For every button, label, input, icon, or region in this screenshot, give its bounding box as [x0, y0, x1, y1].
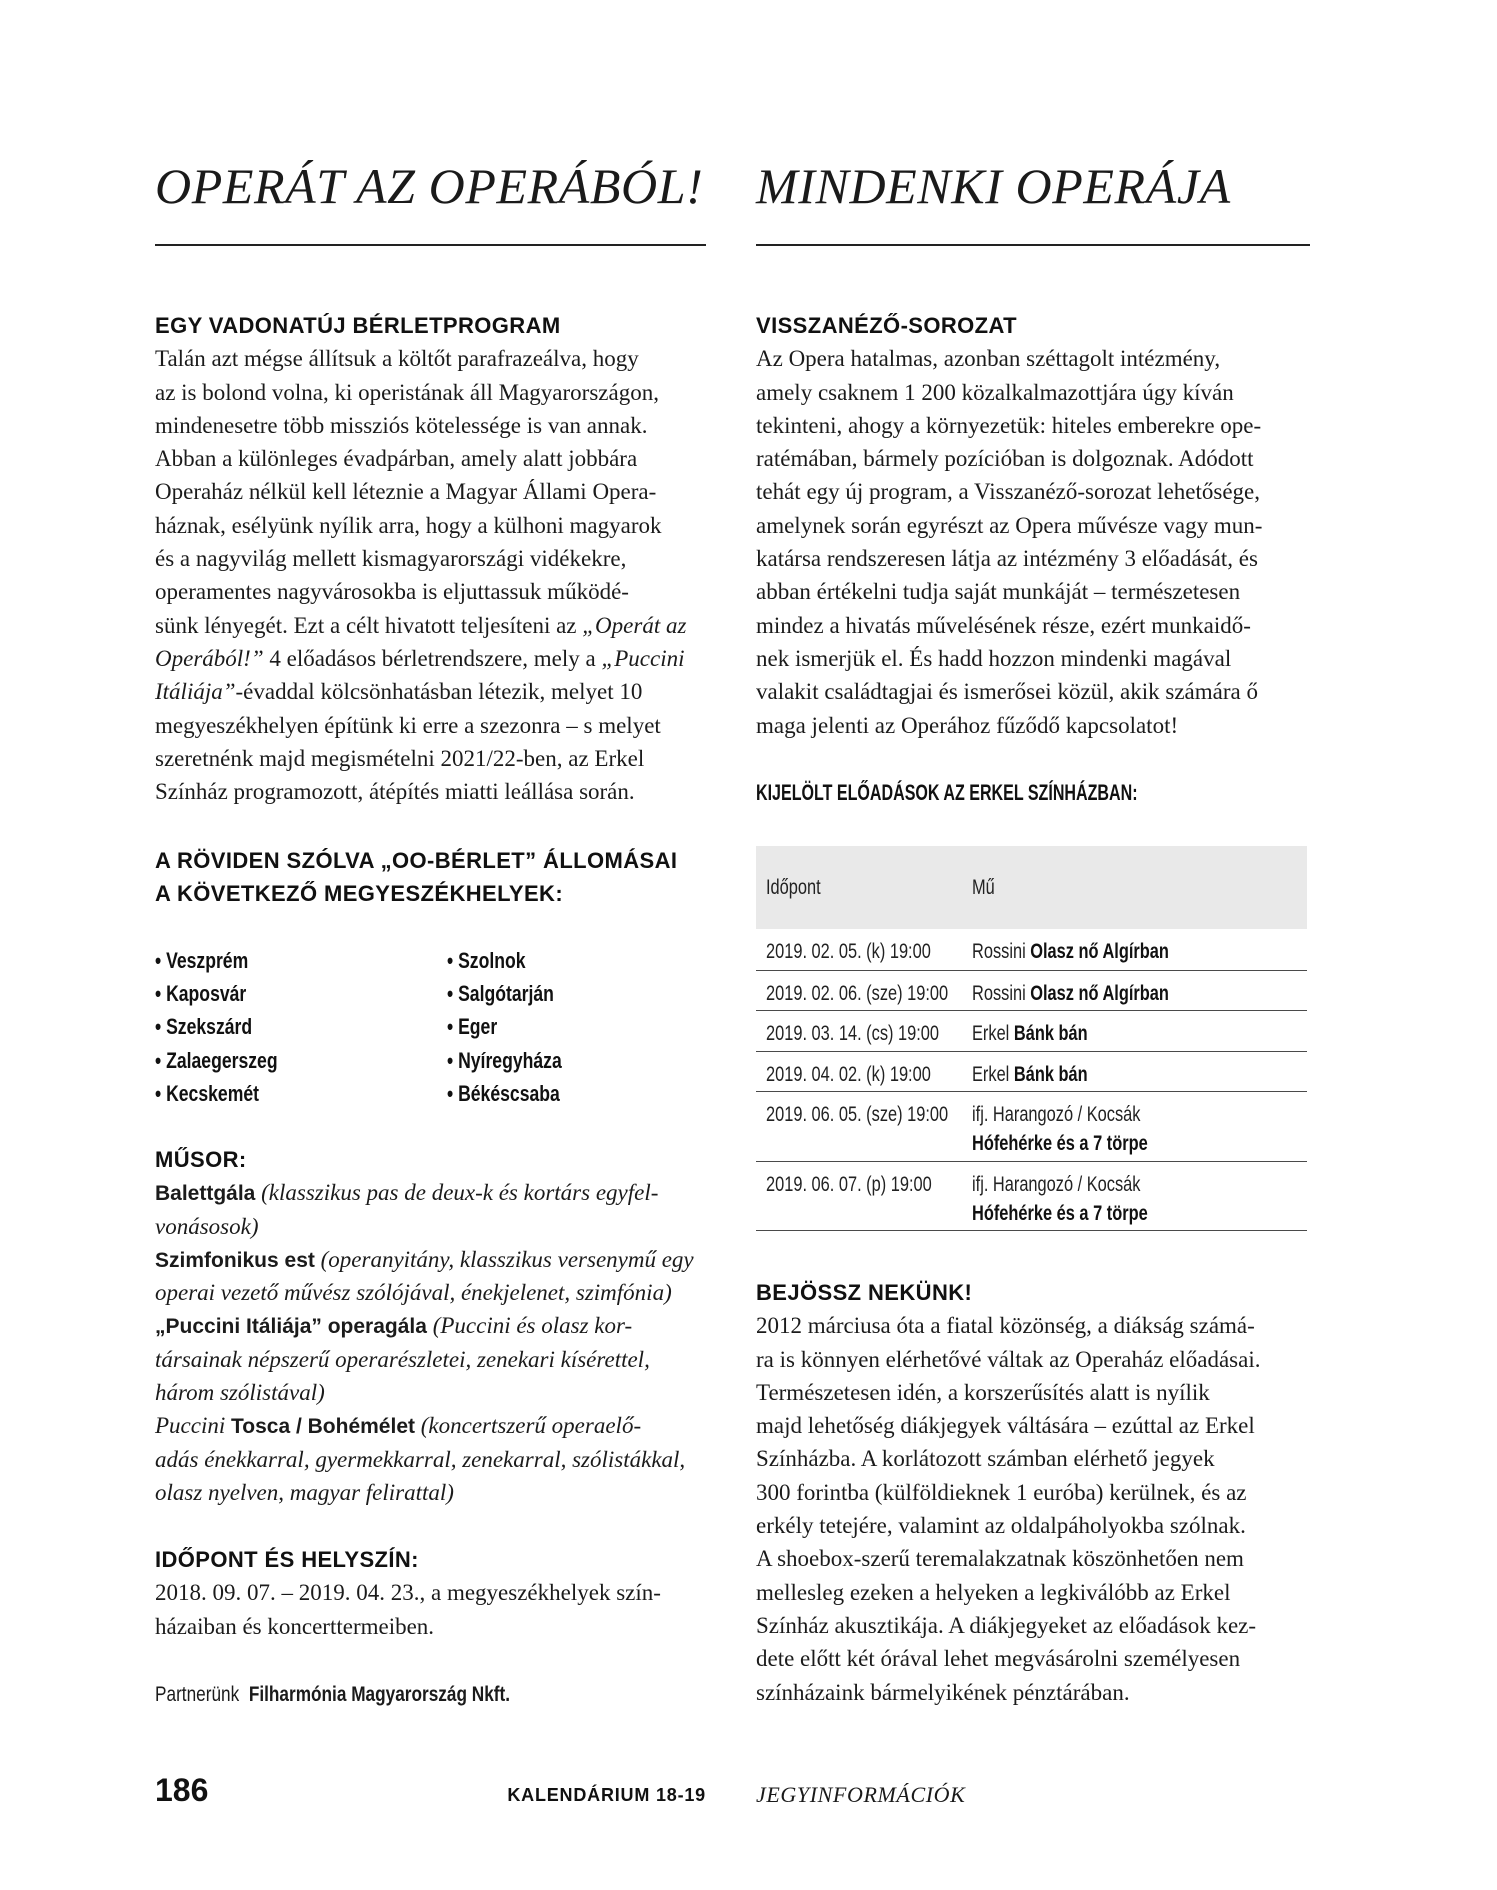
text-line	[155, 642, 715, 675]
text-line	[155, 1409, 715, 1442]
composer: ifj. Harangozó / Kocsák	[972, 1173, 1141, 1196]
performance-work	[972, 1170, 1197, 1230]
right-column-title: MINDENKI OPERÁJA	[756, 158, 1231, 214]
table-row	[756, 1092, 1307, 1162]
section-heading: VISSZANÉZŐ-SOROZAT	[756, 313, 1018, 338]
city-name: • Szekszárd	[155, 1010, 252, 1043]
city-list-column-1	[155, 944, 308, 1110]
work-title: Olasz nő Algírban	[1030, 982, 1169, 1005]
text-run: sünk lényegét. Ezt a célt hivatott teljesíteni az	[155, 612, 583, 638]
text-line: mindez a hivatás művelésének része, ezért munkaidő-	[756, 612, 1251, 638]
italic-run: operai vezető művész szólójával, énekjelenet, szimfónia)	[155, 1280, 672, 1306]
left-column-title: OPERÁT AZ OPERÁBÓL!	[155, 158, 704, 214]
text-line	[155, 1476, 715, 1509]
text-line	[155, 1376, 715, 1409]
section-name: JEGYINFORMÁCIÓK	[756, 1782, 966, 1807]
list-item	[155, 1044, 308, 1077]
text-line: és a nagyvilág mellett kismagyarországi vidékekre,	[155, 546, 627, 572]
text-line: 300 forintba (külföldieknek 1 euróba) kerülnek, és az	[756, 1479, 1247, 1505]
text-line: katársa rendszeresen látja az intézmény 3 előadását, és	[756, 546, 1258, 572]
city-name: • Békéscsaba	[447, 1077, 560, 1110]
intro-paragraph	[155, 342, 715, 808]
column-header-date: Időpont	[766, 876, 821, 899]
composer: Erkel	[972, 1022, 1010, 1045]
city-name: • Zalaegerszeg	[155, 1044, 278, 1077]
work-title: Hófehérke és a 7 törpe	[972, 1132, 1148, 1155]
stations-heading	[155, 844, 715, 911]
text-line: nek ismerjük el. És hadd hozzon mindenki magával	[756, 645, 1232, 671]
section-heading: KIJELÖLT ELŐADÁSOK AZ ERKEL SZÍNHÁZBAN:	[756, 780, 1138, 805]
table-body	[756, 929, 1307, 1231]
city-name: • Eger	[447, 1010, 497, 1043]
city-name: • Salgótarján	[447, 977, 554, 1010]
text-line: maga jelenti az Operához fűződő kapcsolatot!	[756, 712, 1179, 738]
text-line	[155, 1343, 715, 1376]
text-line: amelynek során egyrészt az Opera művésze vagy mun-	[756, 512, 1263, 538]
table-row	[756, 1052, 1307, 1092]
composer: Erkel	[972, 1063, 1010, 1086]
italic-run: (Puccini és olasz kor-	[426, 1313, 633, 1339]
composer: Rossini	[972, 940, 1026, 963]
italic-run: Puccini	[155, 1413, 231, 1439]
text-line: Természetesen idén, a korszerűsítés alatt is nyílik	[756, 1379, 1210, 1405]
text-line: megyeszékhelyen építünk ki erre a szezonra – s melyet	[155, 712, 661, 738]
performances-heading	[756, 776, 1279, 812]
text-line: ratémában, bármely pozícióban is dolgoznak. Adódott	[756, 446, 1254, 472]
text-line: Talán azt mégse állítsuk a költőt parafrazeálva, hogy	[155, 346, 639, 372]
italic-run: (koncertszerű operaelő-	[415, 1413, 642, 1439]
list-item	[155, 977, 308, 1010]
column-header-work: Mű	[972, 876, 995, 899]
text-line: operamentes nagyvárosokba is eljuttassuk működé-	[155, 579, 629, 605]
performance-work	[972, 979, 1224, 1010]
city-name: • Veszprém	[155, 944, 248, 977]
list-item	[155, 944, 308, 977]
text-line: mellesleg ezeken a helyeken a legkiválóbb az Erkel	[756, 1579, 1231, 1605]
text-line: Színházba. A korlátozott számban elérhető jegyek	[756, 1446, 1215, 1472]
partner-name: Filharmónia Magyarország Nkft.	[248, 1683, 511, 1706]
city-name: • Kaposvár	[155, 977, 246, 1010]
text-line: Színház akusztikája. A diákjegyeket az előadások kez-	[756, 1612, 1257, 1638]
city-name: • Szolnok	[447, 944, 526, 977]
table-row	[756, 971, 1307, 1011]
bold-run: Balettgála	[155, 1182, 256, 1206]
series-section	[756, 309, 1316, 742]
composer: Rossini	[972, 982, 1026, 1005]
section-heading: A KÖVETKEZŐ MEGYESZÉKHELYEK:	[155, 881, 564, 907]
text-line: szeretnénk majd megismételni 2021/22-ben, az Erkel	[155, 745, 645, 771]
program-paragraph	[155, 1176, 715, 1509]
performance-work	[972, 1100, 1197, 1160]
schedule-paragraph	[155, 1576, 715, 1643]
performance-date: 2019. 02. 05. (k) 19:00	[766, 940, 931, 963]
city-name: • Nyíregyháza	[447, 1044, 562, 1077]
city-list-column-2	[447, 944, 590, 1110]
text-line: 2018. 09. 07. – 2019. 04. 23., a megyeszékhelyek szín-	[155, 1580, 661, 1606]
list-item	[447, 944, 590, 977]
italic-run: Itáliája”	[155, 679, 236, 705]
text-line: majd lehetőség diákjegyek váltására – ezúttal az Erkel	[756, 1413, 1255, 1439]
text-run: -évaddal kölcsönhatásban létezik, melyet 10	[235, 679, 643, 705]
table-row	[756, 1011, 1307, 1052]
section-heading: A RÖVIDEN SZÓLVA „OO-BÉRLET” ÁLLOMÁSAI	[155, 848, 678, 873]
intro-section	[155, 309, 715, 808]
text-line: Abban a különleges évadpárban, amely alatt jobbára	[155, 446, 638, 472]
performance-date: 2019. 04. 02. (k) 19:00	[766, 1063, 931, 1086]
performance-date: 2019. 06. 05. (sze) 19:00	[766, 1103, 949, 1126]
composer: ifj. Harangozó / Kocsák	[972, 1103, 1141, 1126]
list-item	[447, 1077, 590, 1110]
text-line: tekinteni, ahogy a környezetük: hiteles emberekre ope-	[756, 412, 1262, 438]
students-section	[756, 1276, 1316, 1709]
text-line: háznak, esélyünk nyílik arra, hogy a külhoni magyarok	[155, 512, 662, 538]
text-line	[155, 1276, 715, 1309]
page-number: 186	[155, 1772, 209, 1808]
text-line: A shoebox-szerű teremalakzatnak köszönhetően nem	[756, 1546, 1244, 1572]
right-title-rule	[756, 244, 1310, 246]
text-line	[155, 1309, 715, 1342]
text-line: erkély tetejére, valamint az oldalpáholyokba szólnak.	[756, 1513, 1246, 1539]
italic-run: „Puccini	[601, 645, 685, 671]
list-item	[447, 977, 590, 1010]
table-header	[756, 846, 1307, 929]
series-paragraph	[756, 342, 1316, 742]
partner-label: Partnerünk	[155, 1683, 240, 1706]
performance-date: 2019. 06. 07. (p) 19:00	[766, 1173, 932, 1196]
performance-work	[972, 937, 1224, 968]
section-heading: EGY VADONATÚJ BÉRLETPROGRAM	[155, 313, 561, 338]
city-name: • Kecskemét	[155, 1077, 259, 1110]
publication-name: KALENDÁRIUM 18-19	[507, 1785, 706, 1805]
work-title: Bánk bán	[1013, 1063, 1088, 1086]
text-line: ra is könnyen elérhetővé váltak az Operaház előadásai.	[756, 1346, 1261, 1372]
text-line	[155, 1443, 715, 1476]
performances-table	[756, 846, 1307, 1231]
text-line: amely csaknem 1 200 közalkalmazottjára úgy kíván	[756, 379, 1234, 405]
text-line	[155, 1210, 715, 1243]
italic-run: (klasszikus pas de deux-k és kortárs egyfel-	[255, 1180, 659, 1206]
text-line: színházaink bármelyikének pénztárában.	[756, 1679, 1130, 1705]
italic-run: Operából!”	[155, 645, 264, 671]
text-line: Operaház nélkül kell léteznie a Magyar Állami Opera-	[155, 479, 657, 505]
performance-work	[972, 1060, 1120, 1091]
text-line: az is bolond volna, ki operistának áll Magyarországon,	[155, 379, 659, 405]
text-line: abban értékelni tudja saját munkáját – természetesen	[756, 579, 1241, 605]
text-line: tehát egy új program, a Visszanéző-sorozat lehetősége,	[756, 479, 1261, 505]
section-heading: IDŐPONT ÉS HELYSZÍN:	[155, 1547, 419, 1572]
text-line: dete előtt két órával lehet megvásárolni személyesen	[756, 1646, 1241, 1672]
list-item	[155, 1077, 308, 1110]
text-run: 4 előadásos bérletrendszere, mely a	[263, 645, 602, 671]
work-title: Olasz nő Algírban	[1030, 940, 1169, 963]
italic-run: társainak népszerű operarészletei, zenekari kísérettel,	[155, 1346, 650, 1372]
schedule-section	[155, 1543, 715, 1643]
italic-run: három szólistával)	[155, 1380, 325, 1406]
text-line	[155, 1176, 715, 1209]
students-paragraph	[756, 1309, 1316, 1709]
text-line: Színház programozott, átépítés miatti leállása során.	[155, 779, 635, 805]
italic-run: olasz nyelven, magyar felirattal)	[155, 1479, 454, 1505]
partner-credit	[155, 1678, 588, 1713]
section-heading: BEJÖSSZ NEKÜNK!	[756, 1280, 973, 1305]
text-line	[155, 609, 715, 642]
performance-work	[972, 1019, 1120, 1050]
text-line: valakit családtagjai és ismerősei közül, akik számára ő	[756, 679, 1258, 705]
list-item	[155, 1010, 308, 1043]
italic-run: (operanyitány, klasszikus versenymű egy	[314, 1246, 694, 1272]
text-line: Az Opera hatalmas, azonban széttagolt intézmény,	[756, 346, 1221, 372]
table-row	[756, 929, 1307, 971]
italic-run: vonásosok)	[155, 1213, 259, 1239]
section-heading: MŰSOR:	[155, 1147, 247, 1172]
table-row	[756, 1162, 1307, 1231]
program-section	[155, 1143, 715, 1509]
text-line	[155, 1243, 715, 1276]
performance-date: 2019. 03. 14. (cs) 19:00	[766, 1022, 940, 1045]
left-title-rule	[155, 244, 706, 246]
text-line: 2012 márciusa óta a fiatal közönség, a diákság számá-	[756, 1313, 1255, 1339]
italic-run: „Operát az	[582, 612, 687, 638]
bold-run: Tosca / Bohémélet	[231, 1415, 415, 1439]
text-line: házaiban és koncerttermeiben.	[155, 1613, 435, 1639]
work-title: Bánk bán	[1013, 1022, 1088, 1045]
performance-date: 2019. 02. 06. (sze) 19:00	[766, 982, 949, 1005]
italic-run: adás énekkarral, gyermekkarral, zenekarral, szólistákkal,	[155, 1446, 686, 1472]
text-line	[155, 675, 715, 708]
list-item	[447, 1010, 590, 1043]
bold-run: „Puccini Itáliája” operagála	[155, 1315, 427, 1339]
text-line: mindenesetre több missziós kötelessége is van annak.	[155, 412, 648, 438]
list-item	[447, 1044, 590, 1077]
bold-run: Szimfonikus est	[155, 1248, 315, 1272]
work-title: Hófehérke és a 7 törpe	[972, 1202, 1148, 1225]
